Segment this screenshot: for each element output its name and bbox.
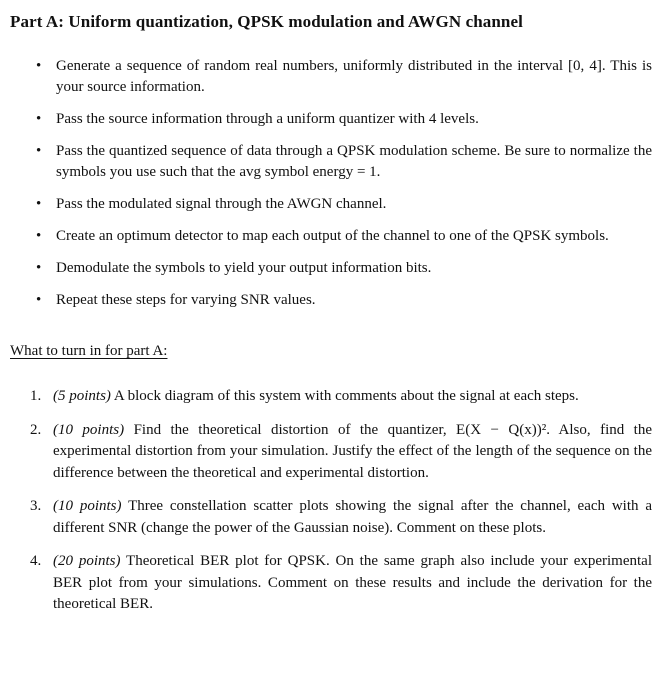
numbered-list <box>30 386 652 616</box>
item-number: 1. <box>30 388 42 404</box>
list-item <box>36 290 652 311</box>
bullet-text: Pass the quantized sequence of data through a QPSK modulation scheme. Be sure to normalize the symbols you use such that the avg symbol energy = 1. <box>56 143 652 180</box>
points-label: (10 points) <box>53 498 122 514</box>
list-item <box>30 386 652 408</box>
list-item <box>36 56 652 98</box>
list-item <box>30 551 652 616</box>
bullet-text: Pass the source information through a uniform quantizer with 4 levels. <box>56 111 479 127</box>
item-text: A block diagram of this system with comments about the signal at each steps. <box>113 388 579 404</box>
bullet-icon: • <box>36 196 42 212</box>
section-heading: What to turn in for part A: <box>10 343 168 359</box>
bullet-list <box>36 56 652 311</box>
item-text: Theoretical BER plot for QPSK. On the same graph also include your experimental BER plot from your simulations. Comment on these results and include the derivation for the theoretical BER. <box>53 553 653 612</box>
bullet-text: Demodulate the symbols to yield your output information bits. <box>56 260 432 276</box>
bullet-icon: • <box>36 260 42 276</box>
item-text: Three constellation scatter plots showing the signal after the channel, each with a different SNR (change the power of the Gaussian noise). Comment on these plots. <box>53 498 652 536</box>
item-text: Find the theoretical distortion of the quantizer, E(X − Q(x))². Also, find the experimental distortion from your simulation. Justify the effect of the length of the sequence on the difference between the theoretical and experimental distortion. <box>53 421 653 481</box>
item-number: 3. <box>30 498 42 514</box>
list-item <box>36 194 652 215</box>
bullet-icon: • <box>36 292 42 308</box>
list-item <box>30 496 652 539</box>
points-label: (10 points) <box>53 421 125 438</box>
bullet-text: Repeat these steps for varying SNR values. <box>56 292 316 308</box>
item-number: 2. <box>30 421 42 438</box>
bullet-icon: • <box>36 111 42 127</box>
list-item <box>36 109 652 130</box>
bullet-text: Pass the modulated signal through the AWGN channel. <box>56 196 387 212</box>
list-item <box>30 420 652 485</box>
points-label: (5 points) <box>53 388 111 404</box>
points-label: (20 points) <box>53 553 121 569</box>
bullet-text: Create an optimum detector to map each output of the channel to one of the QPSK symbols. <box>56 228 609 244</box>
bullet-icon: • <box>36 228 42 244</box>
page-title: Part A: Uniform quantization, QPSK modulation and AWGN channel <box>10 12 523 31</box>
list-item <box>36 258 652 279</box>
bullet-text: Generate a sequence of random real numbers, uniformly distributed in the interval [0, 4]. This is your source information. <box>56 58 652 95</box>
item-number: 4. <box>30 553 42 569</box>
bullet-icon: • <box>36 58 42 74</box>
list-item <box>36 141 652 183</box>
list-item <box>36 226 652 247</box>
bullet-icon: • <box>36 143 42 159</box>
